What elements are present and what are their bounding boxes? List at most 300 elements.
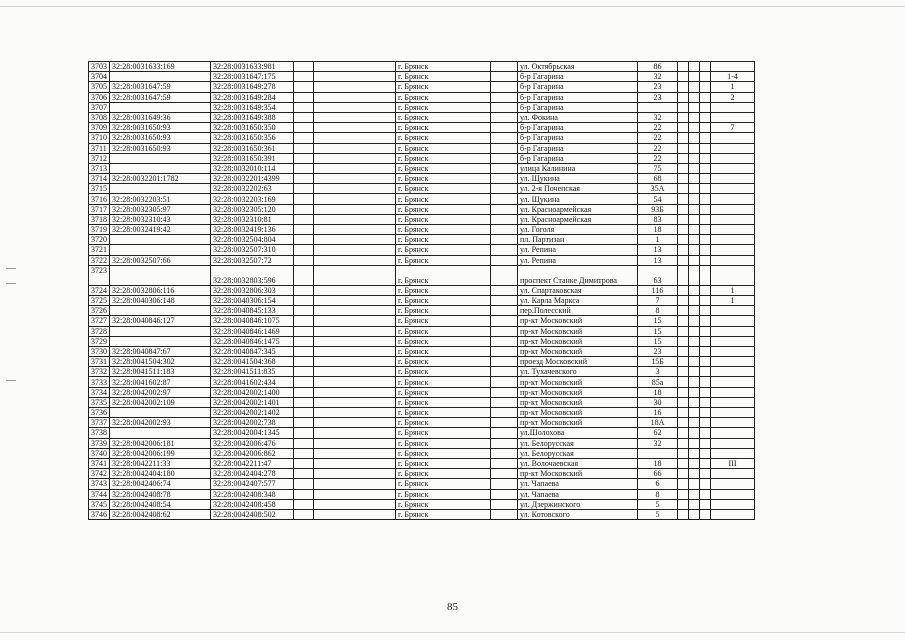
empty-cell [678,265,689,285]
house-number-cell: 23 [638,82,678,92]
row-number: 3713 [89,163,110,173]
street-cell: б-р Гагарина [518,153,638,163]
empty-cell [700,194,711,204]
city-cell: г. Брянск [396,62,491,72]
empty-cell [678,509,689,519]
city-cell: г. Брянск [396,509,491,519]
empty-cell [294,184,314,194]
empty-cell [678,112,689,122]
city-cell: г. Брянск [396,448,491,458]
empty-cell [294,255,314,265]
table-row [89,469,755,479]
city-cell: г. Брянск [396,245,491,255]
empty-cell [700,408,711,418]
row-number: 3740 [89,448,110,458]
empty-cell [491,377,518,387]
object-cadastral-number: 32:28:0042408:348 [211,489,294,499]
empty-cell [678,448,689,458]
house-number-cell: 32 [638,438,678,448]
empty-cell [678,418,689,428]
empty-cell [294,458,314,468]
empty-cell [700,295,711,305]
empty-cell [491,469,518,479]
street-cell: пр-кт Московский [518,316,638,326]
house-number-cell: 7 [638,295,678,305]
empty-cell [294,235,314,245]
object-cadastral-number: 32:28:0032419:136 [211,225,294,235]
empty-cell [314,265,396,285]
parcel-cadastral-number: 32:28:0042002:109 [110,397,211,407]
parcel-cadastral-number [110,153,211,163]
street-cell: ул. Тухачевского [518,367,638,377]
parcel-cadastral-number: 32:28:0042404:180 [110,469,211,479]
row-number: 3723 [89,265,110,285]
empty-cell [491,448,518,458]
empty-cell [689,194,700,204]
empty-cell [294,285,314,295]
house-number-cell: 13 [638,255,678,265]
table-row [89,133,755,143]
empty-cell [314,153,396,163]
apartment-cell [711,336,755,346]
table-row [89,225,755,235]
empty-cell [689,346,700,356]
empty-cell [491,479,518,489]
empty-cell [678,458,689,468]
empty-cell [678,479,689,489]
apartment-cell [711,387,755,397]
city-cell: г. Брянск [396,204,491,214]
street-cell: пр-кт Московский [518,418,638,428]
object-cadastral-number: 32:28:0042002:738 [211,418,294,428]
house-number-cell: 1 [638,235,678,245]
empty-cell [314,489,396,499]
empty-cell [700,306,711,316]
empty-cell [678,326,689,336]
object-cadastral-number: 32:28:0040846:1075 [211,316,294,326]
empty-cell [700,62,711,72]
empty-cell [491,509,518,519]
city-cell: г. Брянск [396,469,491,479]
parcel-cadastral-number: 32:28:0042006:181 [110,438,211,448]
apartment-cell [711,133,755,143]
empty-cell [700,479,711,489]
house-number-cell: 63 [638,265,678,285]
table-row [89,418,755,428]
apartment-cell [711,489,755,499]
city-cell: г. Брянск [396,184,491,194]
empty-cell [294,214,314,224]
table-row [89,499,755,509]
street-cell: ул. Щукина [518,174,638,184]
parcel-cadastral-number: 32:28:0042408:62 [110,509,211,519]
object-cadastral-number: 32:28:0031649:354 [211,102,294,112]
empty-cell [314,306,396,316]
apartment-cell [711,418,755,428]
empty-cell [294,295,314,305]
apartment-cell [711,377,755,387]
house-number-cell: 15 [638,316,678,326]
row-number: 3710 [89,133,110,143]
empty-cell [491,499,518,509]
table-row [89,102,755,112]
city-cell: г. Брянск [396,306,491,316]
empty-cell [700,82,711,92]
empty-cell [678,306,689,316]
empty-cell [294,306,314,316]
city-cell: г. Брянск [396,336,491,346]
empty-cell [314,458,396,468]
empty-cell [294,397,314,407]
empty-cell [491,82,518,92]
parcel-cadastral-number [110,184,211,194]
apartment-cell [711,194,755,204]
empty-cell [689,72,700,82]
apartment-cell [711,204,755,214]
empty-cell [689,336,700,346]
object-cadastral-number: 32:28:0032203:169 [211,194,294,204]
scan-edge-top [0,6,905,7]
street-cell: пр-кт Московский [518,397,638,407]
city-cell: г. Брянск [396,357,491,367]
empty-cell [491,235,518,245]
empty-cell [491,326,518,336]
object-cadastral-number: 32:28:0031650:361 [211,143,294,153]
empty-cell [678,285,689,295]
street-cell: пр-кт Московский [518,346,638,356]
apartment-cell [711,448,755,458]
table-row [89,479,755,489]
empty-cell [689,225,700,235]
table-row [89,194,755,204]
empty-cell [314,255,396,265]
apartment-cell [711,163,755,173]
empty-cell [314,336,396,346]
city-cell: г. Брянск [396,408,491,418]
empty-cell [689,204,700,214]
apartment-cell [711,214,755,224]
empty-cell [314,133,396,143]
row-number: 3705 [89,82,110,92]
parcel-cadastral-number: 32:28:0042408:54 [110,499,211,509]
empty-cell [689,123,700,133]
parcel-cadastral-number: 32:28:0042406:74 [110,479,211,489]
empty-cell [491,184,518,194]
object-cadastral-number: 32:28:0042004:1345 [211,428,294,438]
empty-cell [689,509,700,519]
apartment-cell [711,255,755,265]
empty-cell [700,346,711,356]
empty-cell [678,225,689,235]
parcel-cadastral-number [110,102,211,112]
parcel-cadastral-number: 32:28:0032507:66 [110,255,211,265]
row-number: 3708 [89,112,110,122]
object-cadastral-number: 32:28:0032305:120 [211,204,294,214]
parcel-cadastral-number: 32:28:0041511:183 [110,367,211,377]
empty-cell [491,163,518,173]
apartment-cell [711,367,755,377]
parcel-cadastral-number: 32:28:0041504:302 [110,357,211,367]
parcel-cadastral-number: 32:28:0031650:93 [110,123,211,133]
street-cell: ул. Карла Маркса [518,295,638,305]
empty-cell [491,204,518,214]
empty-cell [314,225,396,235]
house-number-cell: 18 [638,225,678,235]
empty-cell [294,153,314,163]
empty-cell [314,143,396,153]
house-number-cell: 5 [638,509,678,519]
parcel-cadastral-number [110,408,211,418]
table-row [89,448,755,458]
empty-cell [689,82,700,92]
house-number-cell: 23 [638,92,678,102]
parcel-cadastral-number: 32:28:0031633:169 [110,62,211,72]
object-cadastral-number: 32:28:0042002:1401 [211,397,294,407]
empty-cell [491,112,518,122]
object-cadastral-number: 32:28:0032310:81 [211,214,294,224]
empty-cell [491,174,518,184]
parcel-cadastral-number: 32:28:0032203:51 [110,194,211,204]
empty-cell [314,316,396,326]
empty-cell [700,174,711,184]
street-cell: проезд Московский [518,357,638,367]
row-number: 3716 [89,194,110,204]
empty-cell [678,184,689,194]
empty-cell [294,174,314,184]
parcel-cadastral-number [110,326,211,336]
registry-table-body [89,62,755,520]
empty-cell [491,367,518,377]
row-number: 3704 [89,72,110,82]
empty-cell [689,326,700,336]
empty-cell [491,397,518,407]
empty-cell [678,367,689,377]
empty-cell [314,428,396,438]
apartment-cell: 1-4 [711,72,755,82]
empty-cell [689,285,700,295]
apartment-cell [711,357,755,367]
apartment-cell [711,225,755,235]
parcel-cadastral-number: 32:28:0042002:93 [110,418,211,428]
empty-cell [678,438,689,448]
empty-cell [689,255,700,265]
object-cadastral-number: 32:28:0032202:63 [211,184,294,194]
house-number-cell: 66 [638,469,678,479]
row-number: 3726 [89,306,110,316]
table-row [89,489,755,499]
empty-cell [314,214,396,224]
empty-cell [689,184,700,194]
empty-cell [678,397,689,407]
empty-cell [678,174,689,184]
empty-cell [700,245,711,255]
apartment-cell [711,326,755,336]
table-row [89,92,755,102]
empty-cell [700,326,711,336]
empty-cell [689,499,700,509]
empty-cell [314,357,396,367]
parcel-cadastral-number [110,235,211,245]
empty-cell [294,143,314,153]
empty-cell [491,143,518,153]
apartment-cell [711,479,755,489]
street-cell: ул. 2-я Почепская [518,184,638,194]
empty-cell [491,92,518,102]
house-number-cell: 116 [638,285,678,295]
street-cell: ул. Репина [518,255,638,265]
house-number-cell: 8 [638,489,678,499]
table-row [89,346,755,356]
empty-cell [700,163,711,173]
object-cadastral-number: 32:28:0041602:434 [211,377,294,387]
city-cell: г. Брянск [396,428,491,438]
empty-cell [689,265,700,285]
empty-cell [700,357,711,367]
row-number: 3741 [89,458,110,468]
street-cell: б-р Гагарина [518,123,638,133]
empty-cell [314,72,396,82]
empty-cell [689,214,700,224]
empty-cell [700,499,711,509]
street-cell: б-р Гагарина [518,72,638,82]
empty-cell [491,265,518,285]
apartment-cell: III [711,458,755,468]
object-cadastral-number: 32:28:0041504:368 [211,357,294,367]
row-number: 3718 [89,214,110,224]
empty-cell [491,316,518,326]
house-number-cell: 85а [638,377,678,387]
empty-cell [700,448,711,458]
empty-cell [689,428,700,438]
row-number: 3731 [89,357,110,367]
empty-cell [314,509,396,519]
empty-cell [689,163,700,173]
empty-cell [294,102,314,112]
table-row [89,336,755,346]
empty-cell [491,62,518,72]
parcel-cadastral-number: 32:28:0041602:87 [110,377,211,387]
apartment-cell [711,428,755,438]
empty-cell [314,408,396,418]
table-row [89,316,755,326]
house-number-cell: 32 [638,112,678,122]
empty-cell [314,112,396,122]
house-number-cell: 32 [638,72,678,82]
object-cadastral-number: 32:28:0031633:981 [211,62,294,72]
empty-cell [314,82,396,92]
apartment-cell [711,346,755,356]
empty-cell [314,387,396,397]
object-cadastral-number: 32:28:0042006:476 [211,438,294,448]
apartment-cell: 7 [711,123,755,133]
empty-cell [678,469,689,479]
empty-cell [294,133,314,143]
street-cell: пр-кт Московский [518,336,638,346]
object-cadastral-number: 32:28:0032507:72 [211,255,294,265]
empty-cell [491,153,518,163]
empty-cell [689,102,700,112]
parcel-cadastral-number: 32:28:0040306:148 [110,295,211,305]
apartment-cell: 1 [711,285,755,295]
empty-cell [314,184,396,194]
row-number: 3712 [89,153,110,163]
house-number-cell: 22 [638,153,678,163]
table-row [89,235,755,245]
empty-cell [294,112,314,122]
empty-cell [700,418,711,428]
empty-cell [314,346,396,356]
table-row [89,397,755,407]
empty-cell [689,306,700,316]
empty-cell [491,346,518,356]
apartment-cell [711,509,755,519]
apartment-cell [711,265,755,285]
empty-cell [314,102,396,112]
empty-cell [689,438,700,448]
object-cadastral-number: 32:28:0032504:804 [211,235,294,245]
parcel-cadastral-number: 32:28:0032310:43 [110,214,211,224]
house-number-cell: 18А [638,418,678,428]
object-cadastral-number: 32:28:0031649:284 [211,92,294,102]
house-number-cell: 15 [638,336,678,346]
row-number: 3717 [89,204,110,214]
parcel-cadastral-number: 32:28:0031647:59 [110,92,211,102]
object-cadastral-number: 32:28:0031650:391 [211,153,294,163]
empty-cell [314,62,396,72]
empty-cell [314,194,396,204]
object-cadastral-number: 32:28:0040306:154 [211,295,294,305]
empty-cell [678,123,689,133]
apartment-cell [711,397,755,407]
house-number-cell: 22 [638,143,678,153]
empty-cell [491,225,518,235]
empty-cell [700,377,711,387]
empty-cell [678,346,689,356]
city-cell: г. Брянск [396,72,491,82]
empty-cell [491,428,518,438]
object-cadastral-number: 32:28:0040846:1469 [211,326,294,336]
empty-cell [678,245,689,255]
object-cadastral-number: 32:28:0031650:350 [211,123,294,133]
row-number: 3709 [89,123,110,133]
city-cell: г. Брянск [396,112,491,122]
house-number-cell: 6 [638,479,678,489]
object-cadastral-number: 32:28:0042407:577 [211,479,294,489]
parcel-cadastral-number [110,265,211,285]
empty-cell [294,448,314,458]
row-number: 3721 [89,245,110,255]
empty-cell [314,204,396,214]
empty-cell [700,489,711,499]
parcel-cadastral-number [110,336,211,346]
apartment-cell [711,438,755,448]
empty-cell [689,448,700,458]
empty-cell [491,72,518,82]
object-cadastral-number: 32:28:0032010:114 [211,163,294,173]
table-row [89,428,755,438]
row-number: 3738 [89,428,110,438]
empty-cell [700,336,711,346]
empty-cell [314,285,396,295]
city-cell: г. Брянск [396,285,491,295]
empty-cell [491,458,518,468]
empty-cell [700,316,711,326]
empty-cell [491,245,518,255]
empty-cell [689,367,700,377]
empty-cell [294,367,314,377]
house-number-cell: 5 [638,499,678,509]
empty-cell [678,194,689,204]
